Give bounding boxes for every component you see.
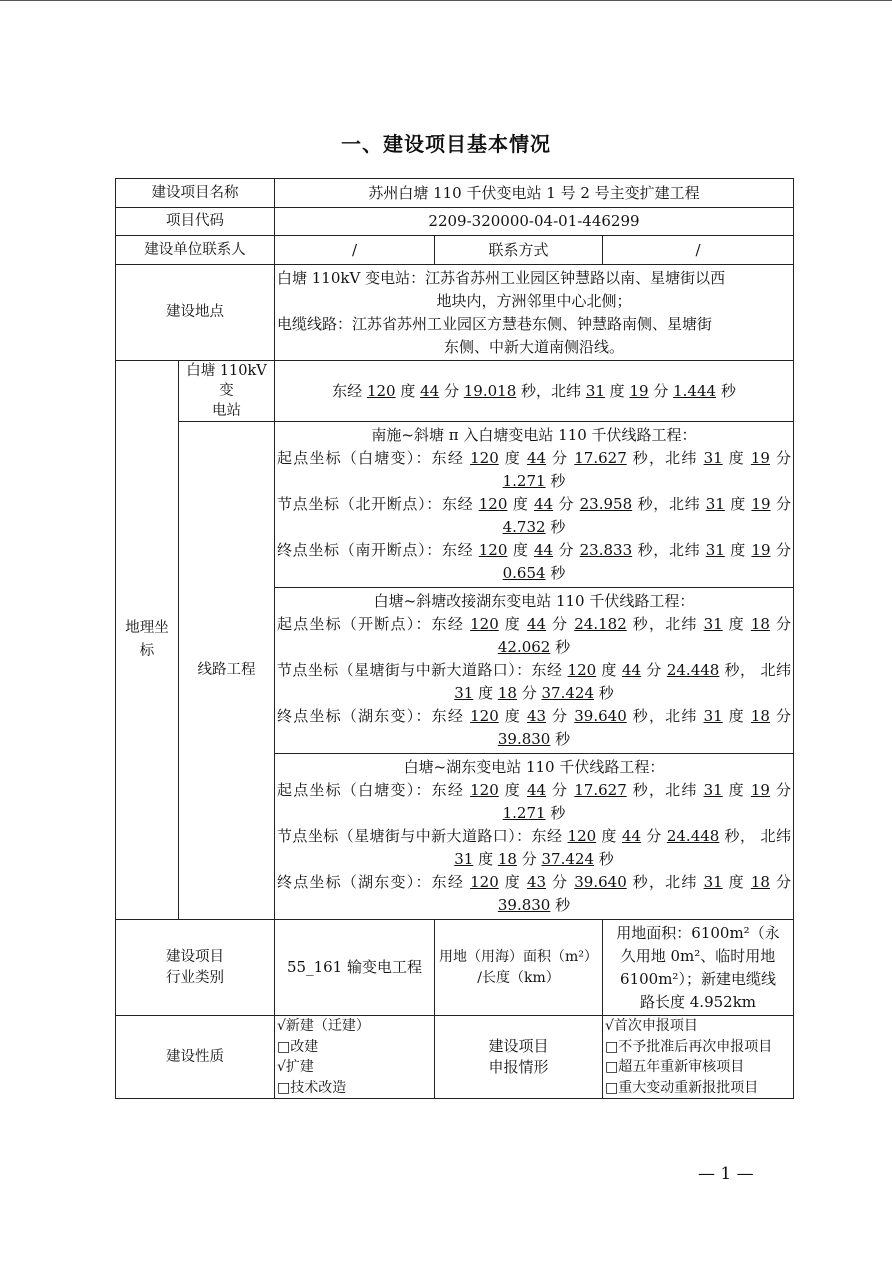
- lon-degree: 120: [567, 827, 597, 845]
- apply-options: [603, 1016, 794, 1099]
- apply-label-line: 申报情形: [488, 1058, 549, 1076]
- industry-label: [116, 920, 275, 1016]
- area-value-line: 6100m²）；新建电缆线: [620, 969, 776, 988]
- text: 分: [648, 381, 674, 400]
- text: 分: [770, 541, 791, 559]
- project-name-value: 苏州白塘 110 千伏变电站 1 号 2 号主变扩建工程: [275, 179, 794, 208]
- lat-minute: 18: [750, 707, 770, 725]
- station-coords: [275, 361, 794, 422]
- text: 度: [722, 781, 751, 799]
- lat-second: 0.654: [502, 564, 546, 582]
- text: 度: [596, 827, 622, 845]
- route-title: 白塘~斜塘改接湖东变电站 110 千伏线路工程：: [373, 592, 695, 610]
- station-label: [179, 361, 275, 422]
- lat-degree: 31: [454, 850, 474, 868]
- lon-degree: 120: [470, 615, 499, 633]
- location-value: [275, 265, 794, 361]
- lat-second: 4.732: [502, 518, 546, 536]
- text: 秒，北纬: [626, 873, 704, 891]
- lon-degree: 120: [478, 495, 508, 513]
- text: 分: [775, 781, 791, 799]
- text: 秒，: [719, 827, 756, 845]
- route-node: [277, 825, 791, 871]
- text: 度: [498, 615, 527, 633]
- lon-second: 24.448: [666, 661, 720, 679]
- text: 东经: [332, 381, 367, 400]
- lat-second: 37.424: [541, 850, 594, 868]
- nature-option: √新建（迁建）: [277, 1018, 370, 1034]
- text: 秒，北纬: [626, 707, 704, 725]
- route-section-1: [275, 422, 794, 588]
- lat-degree: 31: [585, 381, 605, 400]
- lon-second: 23.958: [579, 495, 633, 513]
- nature-label: 建设性质: [116, 1016, 275, 1099]
- route-node: [277, 493, 791, 539]
- apply-option: □不予批准后再次申报项目: [605, 1038, 773, 1055]
- area-label-line: /长度（km）: [477, 969, 560, 986]
- lat-degree: 31: [703, 781, 723, 799]
- route-end: [277, 539, 791, 585]
- lat-minute: 18: [497, 684, 517, 702]
- industry-value: 55_161 输变电工程: [275, 920, 435, 1016]
- project-code-value: 2209-320000-04-01-446299: [275, 208, 794, 236]
- contact-label: 建设单位联系人: [116, 236, 275, 265]
- row-route-section-1: [116, 422, 794, 588]
- lon-minute: 44: [420, 381, 440, 400]
- text: 秒，北纬: [626, 449, 704, 467]
- text: 秒: [545, 564, 566, 582]
- lat-degree: 31: [705, 541, 725, 559]
- top-border-line: [0, 0, 892, 1]
- lon-minute: 44: [526, 781, 547, 799]
- text: 分: [439, 381, 464, 400]
- text: 分: [775, 873, 791, 891]
- lon-second: 24.448: [666, 827, 720, 845]
- industry-label-line: 建设项目: [166, 948, 224, 965]
- route-node: [277, 659, 791, 705]
- text: 秒，北纬: [626, 615, 704, 633]
- text: 秒: [545, 472, 566, 490]
- apply-option: √首次申报项目: [605, 1018, 698, 1034]
- area-value: [603, 920, 794, 1016]
- apply-label-line: 建设项目: [488, 1037, 549, 1055]
- route-section-3: [275, 754, 794, 920]
- text: 分: [516, 850, 542, 868]
- text: 度: [498, 449, 527, 467]
- text: 分: [553, 495, 580, 513]
- text: 度: [395, 381, 421, 400]
- geo-label-line: 标: [139, 643, 155, 659]
- text: 分: [546, 707, 575, 725]
- lat-degree: 31: [703, 873, 723, 891]
- route-label: 线路工程: [179, 422, 275, 920]
- lon-degree: 120: [478, 541, 508, 559]
- lat-second: 1.271: [502, 472, 546, 490]
- text: 度: [604, 381, 630, 400]
- location-line: 白塘 110kV 变电站：江苏省苏州工业园区钟慧路以南、星塘街以西: [277, 268, 726, 287]
- area-value-line: 久用地 0m²、临时用地: [620, 946, 776, 965]
- text: 终点坐标（湖东变）：东经: [277, 707, 471, 725]
- text: 节点坐标（星塘街与中新大道路口）：东经: [277, 827, 568, 845]
- text: 分: [516, 684, 542, 702]
- route-section-2: [275, 588, 794, 754]
- lat-degree: 31: [705, 495, 725, 513]
- text: 分: [553, 541, 580, 559]
- text: 度: [724, 495, 746, 513]
- route-end: [277, 871, 791, 917]
- lat-degree: 31: [703, 449, 723, 467]
- page-number: — 1 —: [698, 1164, 754, 1184]
- station-label-line: 电站: [212, 403, 241, 419]
- text: 度: [722, 449, 751, 467]
- lon-minute: 44: [533, 541, 554, 559]
- lat-minute: 19: [750, 781, 770, 799]
- row-contact: [116, 236, 794, 265]
- page-title: 一、建设项目基本情况: [341, 132, 551, 156]
- location-line: 地块内，方洲邻里中心北侧；: [436, 291, 632, 310]
- text: 北纬: [760, 827, 791, 845]
- lon-minute: 44: [621, 661, 642, 679]
- lon-second: 39.640: [574, 873, 627, 891]
- apply-option: □超五年重新审核项目: [605, 1059, 745, 1075]
- lon-minute: 44: [526, 449, 547, 467]
- text: 秒，北纬: [516, 381, 586, 400]
- lon-second: 19.018: [463, 381, 517, 400]
- area-label: [435, 920, 603, 1016]
- text: 节点坐标（北开断点）：东经: [277, 495, 479, 513]
- lat-minute: 18: [497, 850, 517, 868]
- text: 秒: [550, 896, 571, 914]
- text: 度: [724, 541, 746, 559]
- lon-minute: 44: [621, 827, 642, 845]
- lat-degree: 31: [703, 615, 723, 633]
- text: 分: [775, 449, 791, 467]
- lat-second: 42.062: [497, 638, 551, 656]
- text: 分: [775, 615, 791, 633]
- contact-method-value: /: [603, 236, 794, 265]
- text: 秒: [594, 684, 614, 702]
- text: 分: [775, 707, 791, 725]
- text: 节点坐标（星塘街与中新大道路口）：东经: [277, 661, 568, 679]
- lat-second: 37.424: [541, 684, 594, 702]
- lon-minute: 44: [526, 615, 547, 633]
- text: 度: [498, 781, 527, 799]
- text: 度: [507, 541, 534, 559]
- text: 度: [722, 873, 751, 891]
- text: 分: [641, 827, 667, 845]
- area-value-line: 用地面积：6100m²（永: [616, 923, 780, 942]
- text: 秒，北纬: [632, 541, 706, 559]
- lon-degree: 120: [470, 449, 499, 467]
- lon-second: 24.182: [574, 615, 627, 633]
- contact-value: /: [275, 236, 435, 265]
- lon-degree: 120: [470, 781, 499, 799]
- text: 秒: [716, 381, 736, 400]
- lon-second: 17.627: [574, 449, 627, 467]
- lon-minute: 43: [526, 707, 547, 725]
- lat-minute: 19: [750, 449, 770, 467]
- text: 度: [722, 707, 751, 725]
- text: 秒，: [719, 661, 756, 679]
- location-label: 建设地点: [116, 265, 275, 361]
- lon-second: 23.833: [579, 541, 633, 559]
- lon-degree: 120: [567, 661, 597, 679]
- text: 度: [498, 707, 527, 725]
- text: 度: [596, 661, 622, 679]
- lat-second: 39.830: [497, 730, 551, 748]
- text: 度: [722, 615, 751, 633]
- text: 度: [473, 684, 498, 702]
- lat-second: 1.271: [502, 804, 546, 822]
- text: 分: [546, 615, 575, 633]
- apply-label: [435, 1016, 603, 1099]
- lon-second: 39.640: [574, 707, 627, 725]
- route-start: [277, 613, 791, 659]
- text: 起点坐标（开断点）：东经: [277, 615, 471, 633]
- row-location: [116, 265, 794, 361]
- lat-second: 39.830: [497, 896, 551, 914]
- text: 秒: [550, 638, 571, 656]
- row-project-code: [116, 208, 794, 236]
- text: 终点坐标（南开断点）：东经: [277, 541, 479, 559]
- lon-minute: 44: [533, 495, 554, 513]
- row-industry: [116, 920, 794, 1016]
- route-title: 白塘~湖东变电站 110 千伏线路工程：: [403, 758, 665, 776]
- lat-minute: 19: [751, 495, 771, 513]
- location-line: 东侧、中新大道南侧沿线。: [443, 337, 624, 356]
- lon-second: 17.627: [574, 781, 627, 799]
- lat-minute: 19: [629, 381, 649, 400]
- nature-option: √扩建: [277, 1059, 314, 1075]
- text: 秒: [545, 518, 566, 536]
- lon-degree: 120: [470, 873, 499, 891]
- route-start: [277, 779, 791, 825]
- text: 分: [641, 661, 667, 679]
- project-info-table: [115, 178, 794, 1099]
- area-label-line: 用地（用海）面积（m²）: [439, 949, 598, 965]
- row-station-coords: [116, 361, 794, 422]
- text: 度: [473, 850, 498, 868]
- route-title: 南施~斜塘 π 入白塘变电站 110 千伏线路工程：: [371, 426, 697, 444]
- row-project-name: [116, 179, 794, 208]
- contact-method-label: 联系方式: [435, 236, 603, 265]
- area-value-line: 路长度 4.952km: [639, 992, 757, 1011]
- lon-degree: 120: [366, 381, 396, 400]
- text: 起点坐标（白塘变）：东经: [277, 449, 471, 467]
- text: 秒，北纬: [632, 495, 706, 513]
- lat-minute: 18: [750, 615, 770, 633]
- lat-minute: 19: [751, 541, 771, 559]
- text: 秒，北纬: [626, 781, 704, 799]
- text: 分: [770, 495, 791, 513]
- text: 分: [546, 873, 575, 891]
- station-label-line: 白塘 110kV 变: [186, 363, 267, 399]
- text: 秒: [550, 730, 571, 748]
- text: 秒: [545, 804, 566, 822]
- row-nature: [116, 1016, 794, 1099]
- route-start: [277, 447, 791, 493]
- text: 度: [507, 495, 534, 513]
- project-code-label: 项目代码: [116, 208, 275, 236]
- nature-option: □改建: [277, 1038, 319, 1055]
- route-end: [277, 705, 791, 751]
- text: 分: [546, 781, 575, 799]
- text: 北纬: [760, 661, 791, 679]
- geo-label-line: 地理坐: [125, 620, 169, 636]
- lon-degree: 120: [470, 707, 499, 725]
- industry-label-line: 行业类别: [166, 969, 224, 986]
- lat-minute: 18: [750, 873, 770, 891]
- text: 起点坐标（白塘变）：东经: [277, 781, 471, 799]
- nature-option: □技术改造: [277, 1079, 347, 1096]
- text: 分: [546, 449, 575, 467]
- geo-coords-label: [116, 361, 179, 920]
- apply-option: □重大变动重新报批项目: [605, 1079, 759, 1096]
- lat-degree: 31: [454, 684, 474, 702]
- text: 度: [498, 873, 527, 891]
- lon-minute: 43: [526, 873, 547, 891]
- project-name-label: 建设项目名称: [116, 179, 275, 208]
- nature-options: [275, 1016, 435, 1099]
- text: 终点坐标（湖东变）：东经: [277, 873, 471, 891]
- lat-degree: 31: [703, 707, 723, 725]
- location-line: 电缆线路：江苏省苏州工业园区方慧巷东侧、钟慧路南侧、星塘街: [277, 314, 713, 333]
- lat-second: 1.444: [673, 381, 717, 400]
- text: 秒: [594, 850, 614, 868]
